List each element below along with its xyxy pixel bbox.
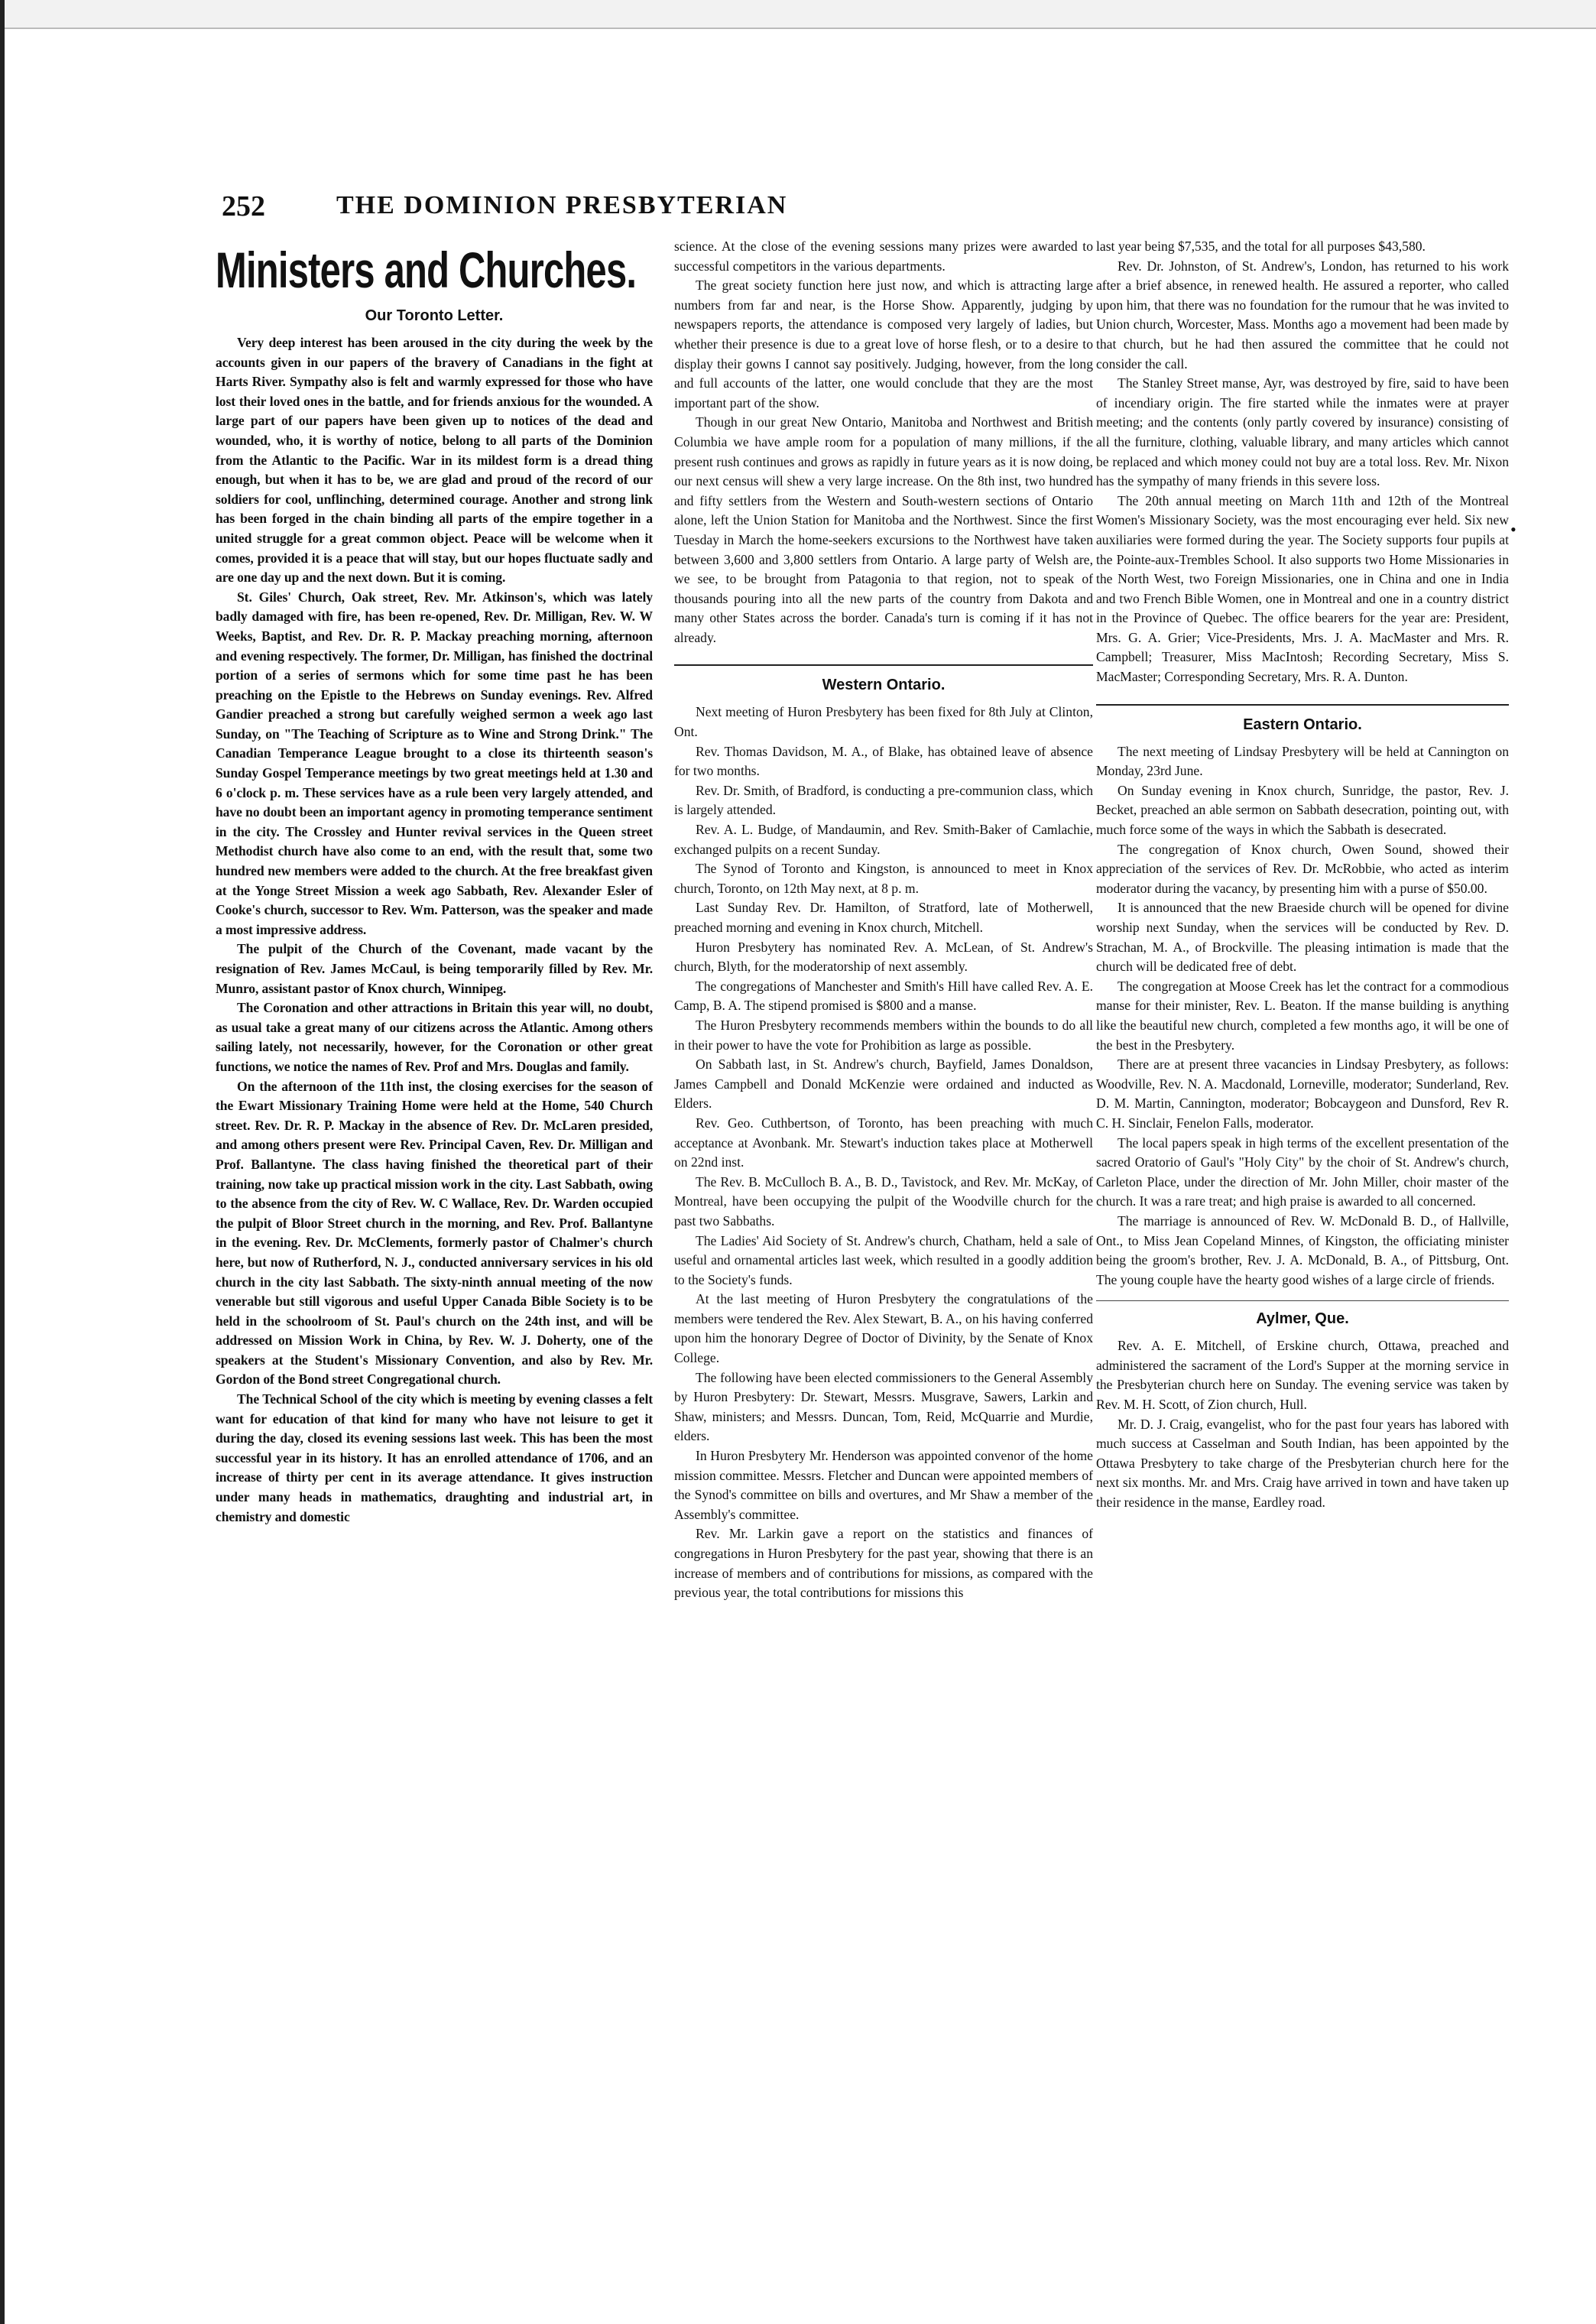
margin-mark: •: [1510, 520, 1517, 539]
section-divider: [1096, 1300, 1509, 1301]
paragraph: Rev. Geo. Cuthbertson, of Toronto, has been preaching with much acceptance at Avonbank. Mr. Stewart's induction takes place at Motherwell on 22nd inst.: [674, 1115, 1093, 1170]
paragraph: Rev. Mr. Larkin gave a report on the statistics and finances of congregations in Huron Presbytery for the past year, showing that there is an increase of members and of contributions for missions, as compared with the previous year, the total contributions for missions this: [674, 1526, 1093, 1601]
scan-top-edge: [0, 0, 1596, 29]
paragraph: Very deep interest has been aroused in the city during the week by the accounts given in our papers of the bravery of Canadians in the fight at Harts River. Sympathy also is felt and warmly expressed for those who have lost their loved ones in the battle, and for friends anxious for the wounded. A large part of our papers have been given up to notices of the dead and wounded, who, it is worthy of notice, belong to all parts of the Dominion from the Atlantic to the Pacific. War in its mildest form is a dread thing enough, but when it has to be, we are glad and proud of the record of our soldiers for cool, unflinching, determined courage. Another and strong link has been forged in the chain binding all parts of the empire together in a united struggle for a great common object. Peace will be welcome when it comes, provided it is a peace that will stay, but our hopes fluctuate sadly and are one day up and the next down. But it is coming.: [216, 335, 653, 586]
subhead-toronto-letter: Our Toronto Letter.: [365, 307, 504, 324]
paragraph: It is announced that the new Braeside church will be opened for divine worship next Sunday, when the services will be conducted by Rev. D. Strachan, M. A., of Brockville. The pleasing intimation is made that the church will be dedicated free of debt.: [1096, 900, 1509, 975]
subhead-aylmer-que: Aylmer, Que.: [1256, 1310, 1349, 1328]
section-divider: [674, 664, 1093, 666]
running-title: THE DOMINION PRESBYTERIAN: [336, 191, 788, 219]
paragraph: Rev. A. L. Budge, of Mandaumin, and Rev. Smith-Baker of Camlachie, exchanged pulpits on a recent Sunday.: [674, 822, 1093, 857]
paragraph: The Huron Presbytery recommends members within the bounds to do all in their power to have the vote for Prohibition as large as possible.: [674, 1017, 1093, 1053]
paragraph: The next meeting of Lindsay Presbytery will be held at Cannington on Monday, 23rd June.: [1096, 743, 1509, 779]
subhead-western-ontario: Western Ontario.: [822, 677, 946, 694]
paragraph: The Rev. B. McCulloch B. A., B. D., Tavistock, and Rev. Mr. McKay, of Montreal, have been occupying the pulpit of the Woodville church for the past two Sabbaths.: [674, 1173, 1093, 1229]
subhead-eastern-ontario: Eastern Ontario.: [1243, 716, 1362, 733]
paragraph: In Huron Presbytery Mr. Henderson was appointed convenor of the home mission committee. Messrs. Fletcher and Duncan were appointed members of the Synod's committee on bills and overtures, and Mr Shaw a member of the Assembly's committee.: [674, 1448, 1093, 1522]
paragraph: The following have been elected commissioners to the General Assembly by Huron Presbytery: Dr. Stewart, Messrs. Musgrave, Sawers, Larkin and Shaw, ministers; and Messrs. Duncan, Tom, Reid, McQuarrie and Murdie, elders.: [674, 1369, 1093, 1444]
paragraph: The Coronation and other attractions in Britain this year will, no doubt, as usual take a great many of our citizens across the Atlantic. Among others sailing lately, not necessarily, however, for the Coronation or other great functions, we notice the names of Rev. Prof and Mrs. Douglas and family.: [216, 1000, 653, 1074]
paragraph: science. At the close of the evening sessions many prizes were awarded to successful competitors in the various departments.: [674, 239, 1093, 274]
paragraph: Rev. Thomas Davidson, M. A., of Blake, has obtained leave of absence for two months.: [674, 743, 1093, 779]
paragraph: The congregations of Manchester and Smith's Hill have called Rev. A. E. Camp, B. A. The stipend promised is $800 and a manse.: [674, 978, 1093, 1014]
page-number: 252: [222, 190, 265, 222]
paragraph: The great society function here just now, and which is attracting large numbers from far and near, is the Horse Show. Apparently, judging by newspapers reports, the attendance is composed very largely of ladies, but whether their presence is due to a great love of horse flesh, or to a desire to display their gowns I cannot say positively. Judging, however, from the long and full accounts of the latter, one would conclude that they are the most important part of the show.: [674, 278, 1093, 411]
paragraph: The congregation at Moose Creek has let the contract for a commodious manse for their minister, Rev. L. Beaton. If the manse building is anything like the beautiful new church, completed a few months ago, it will be one of the best in the Presbytery.: [1096, 978, 1509, 1053]
paragraph: Though in our great New Ontario, Manitoba and Northwest and British Columbia we have ample room for a population of many millions, if the present rush continues and grows as rapidly in future years as it is now doing, our next census will shew a very large increase. On the 8th inst, two hundred and fifty settlers from the Western and South-western sections of Ontario alone, left the Union Station for Manitoba and the Northwest. Since the first Tuesday in March the home-seekers excursions to the Northwest have taken between 3,600 and 3,800 settlers from Ontario. A large party of Welsh are, we see, to be brought from Patagonia to that region, not to speak of thousands pouring into all the new parts of the country from Dakota and many other States across the border. Canada's turn is coming if it has not already.: [674, 414, 1093, 645]
paragraph: The pulpit of the Church of the Covenant, made vacant by the resignation of Rev. James McCaul, is being temporarily filled by Rev. Mr. Munro, assistant pastor of Knox church, Winnipeg.: [216, 941, 653, 996]
column-2: [674, 237, 1093, 1603]
paragraph: Last Sunday Rev. Dr. Hamilton, of Stratford, late of Motherwell, preached morning and evening in Knox church, Mitchell.: [674, 900, 1093, 935]
paragraph: Huron Presbytery has nominated Rev. A. McLean, of St. Andrew's church, Blyth, for the moderatorship of next assembly.: [674, 939, 1093, 975]
paragraph: The marriage is announced of Rev. W. McDonald B. D., of Hallville, Ont., to Miss Jean Copeland Minnes, of Kingston, the officiating minister being the groom's brother, Rev. J. A. McDonald, B. A., of Pittsburg, Ont. The young couple have the hearty good wishes of a large circle of friends.: [1096, 1212, 1509, 1287]
paragraph: The 20th annual meeting on March 11th and 12th of the Montreal Women's Missionary Society, was the most encouraging ever held. Six new auxiliaries were formed during the year. The Society supports four pupils at the Pointe-aux-Trembles School. It also supports two Home Missionaries in the North West, two Foreign Missionaries, one in China and one in India and two French Bible Women, one in Montreal and one in a country district in the Province of Quebec. The office bearers for the year are: President, Mrs. G. A. Grier; Vice-Presidents, Mrs. J. A. MacMaster and Mrs. R. Campbell; Treasurer, Miss MacIntosh; Recording Secretary, Miss S. MacMaster; Corresponding Secretary, Mrs. R. A. Dunton.: [1096, 492, 1509, 685]
column-1: [216, 237, 653, 1527]
paragraph: The Ladies' Aid Society of St. Andrew's church, Chatham, held a sale of useful and ornamental articles last week, which resulted in a goodly addition to the Society's funds.: [674, 1232, 1093, 1287]
paragraph: On the afternoon of the 11th inst, the closing exercises for the season of the Ewart Missionary Training Home were held at the Home, 540 Church street. Rev. Dr. R. P. Mackay in the absence of Rev. Dr. McLaren presided, and among others present were Rev. Principal Caven, Rev. Dr. Milligan and Prof. Ballantyne. The class having finished the theoretical part of their training, now take up practical mission work in the city. Last Sabbath, owing to the absence from the city of Rev. W. C Wallace, Rev. Dr. Warden occupied the pulpit of Bloor Street church in the morning, and Rev. Prof. Ballantyne in the evening. Rev. Dr. McClements, formerly pastor of Chalmer's church here, but now of Rutherford, N. J., conducted anniversary services in his old church in the city last Sabbath. The sixty-ninth annual meeting of the now venerable but still vigorous and useful Upper Canada Bible Society is to be held in the schoolroom of St. Paul's church on the 24th inst, and will be addressed on Mission Work in China, by Rev. W. J. Doherty, one of the speakers at the Student's Missionary Convention, and also by Rev. Mr. Gordon of the Bond street Congregational church.: [216, 1078, 653, 1388]
paragraph: The local papers speak in high terms of the excellent presentation of the sacred Oratorio of Gaul's "Holy City" by the choir of St. Andrew's church, Carleton Place, under the direction of Mr. John Miller, choir master of the church. It was a rare treat; and high praise is awarded to all concerned.: [1096, 1134, 1509, 1209]
paragraph: Rev. Dr. Smith, of Bradford, is conducting a pre-communion class, which is largely attended.: [674, 782, 1093, 818]
section-title: Ministers and Churches.: [216, 242, 637, 298]
paragraph: There are at present three vacancies in Lindsay Presbytery, as follows: Woodville, Rev. N. A. Macdonald, Lorneville, moderator; Sunderland, Rev. D. M. Martin, Cannington, moderator; Bobcaygeon and Dunsford, Rev R. C. H. Sinclair, Fenelon Falls, moderator.: [1096, 1057, 1509, 1131]
paragraph: The Stanley Street manse, Ayr, was destroyed by fire, said to have been of incendiary origin. The fire started while the inmates were at prayer meeting; and the contents (only partly covered by insurance) consisting of all the furniture, clothing, valuable library, and many articles which cannot be replaced and which money could not buy are a total loss. Rev. Mr. Nixon has the sympathy of many friends in this severe loss.: [1096, 375, 1509, 489]
paragraph: The Technical School of the city which is meeting by evening classes a felt want for education of that kind for many who have not leisure to get it during the day, closed its evening sessions last week. This has been the most successful year in its history. It has an enrolled attendance of 1706, and an increase of thirty per cent in its average attendance. It gives instruction under many heads in mathematics, draughting and industrial art, in chemistry and domestic: [216, 1391, 653, 1524]
section-divider: [1096, 704, 1509, 706]
paragraph: Rev. A. E. Mitchell, of Erskine church, Ottawa, preached and administered the sacrament of the Lord's Supper at the morning service in the Presbyterian church here on Sunday. The evening service was taken by Rev. M. H. Scott, of Zion church, Hull.: [1096, 1338, 1509, 1413]
paragraph: The congregation of Knox church, Owen Sound, showed their appreciation of the services of Rev. Dr. McRobbie, who acted as interim moderator during the vacancy, by presenting him with a purse of $50.00.: [1096, 841, 1509, 896]
paragraph: On Sabbath last, in St. Andrew's church, Bayfield, James Donaldson, James Campbell and Donald McKenzie were ordained and inducted as Elders.: [674, 1057, 1093, 1112]
scan-left-edge: [0, 0, 5, 2324]
paragraph: last year being $7,535, and the total for all purposes $43,580.: [1096, 239, 1426, 254]
paragraph: The Synod of Toronto and Kingston, is announced to meet in Knox church, Toronto, on 12th May next, at 8 p. m.: [674, 861, 1093, 896]
paragraph: Rev. Dr. Johnston, of St. Andrew's, London, has returned to his work after a brief absence, in renewed health. He assured a reporter, who called upon him, that there was no foundation for the rumour that he was invited to Union church, Worcester, Mass. Months ago a movement had been made by that church, but he had then assured the committee that he could not consider the call.: [1096, 258, 1509, 372]
column-3: [1096, 237, 1509, 1513]
page-header: [222, 190, 1055, 223]
paragraph: Next meeting of Huron Presbytery has been fixed for 8th July at Clinton, Ont.: [674, 704, 1093, 740]
paragraph: On Sunday evening in Knox church, Sunridge, the pastor, Rev. J. Becket, preached an able sermon on Sabbath desecration, pointing out, with much force some of the ways in which the Sabbath is desecrated.: [1096, 782, 1509, 838]
paragraph: At the last meeting of Huron Presbytery the congratulations of the members were tendered the Rev. Alex Stewart, B. A., on his having conferred upon him the honorary Degree of Doctor of Divinity, by the Senate of Knox College.: [674, 1291, 1093, 1366]
paragraph: St. Giles' Church, Oak street, Rev. Mr. Atkinson's, which was lately badly damaged with fire, has been re-opened, Rev. Dr. Milligan, Rev. W. W Weeks, Baptist, and Rev. Dr. R. P. Mackay preaching morning, afternoon and evening respectively. The former, Dr. Milligan, has finished the doctrinal portion of a series of sermons which for some time past he has been preaching on the Epistle to the Hebrews on Sunday evenings. Rev. Alfred Gandier preached a strong but carefully weighed sermon a week ago last Sunday, on "The Teaching of Scripture as to Wine and Strong Drink." The Canadian Temperance League brought to a close its thirteenth season's Sunday Gospel Temperance meetings by two great meetings held at 1.30 and 6 o'clock p. m. These services have as a rule been very largely attended, and have no doubt been an important agency in promoting temperance sentiment in the city. The Crossley and Hunter revival services in the Queen street Methodist church have also come to an end, with the result that, some two hundred new members were added to the church. At the free breakfast given at the Yonge Street Mission a week ago Sabbath, Rev. Alexander Esler of Cooke's church, successor to Rev. Wm. Patterson, was the speaker and made a most impressive address.: [216, 589, 653, 937]
paragraph: Mr. D. J. Craig, evangelist, who for the past four years has labored with much success at Casselman and South Indian, has been appointed by the Ottawa Presbytery to take charge of the Presbyterian church here for the next six months. Mr. and Mrs. Craig have arrived in town and have taken up their residence in the manse, Eardley road.: [1096, 1416, 1509, 1511]
